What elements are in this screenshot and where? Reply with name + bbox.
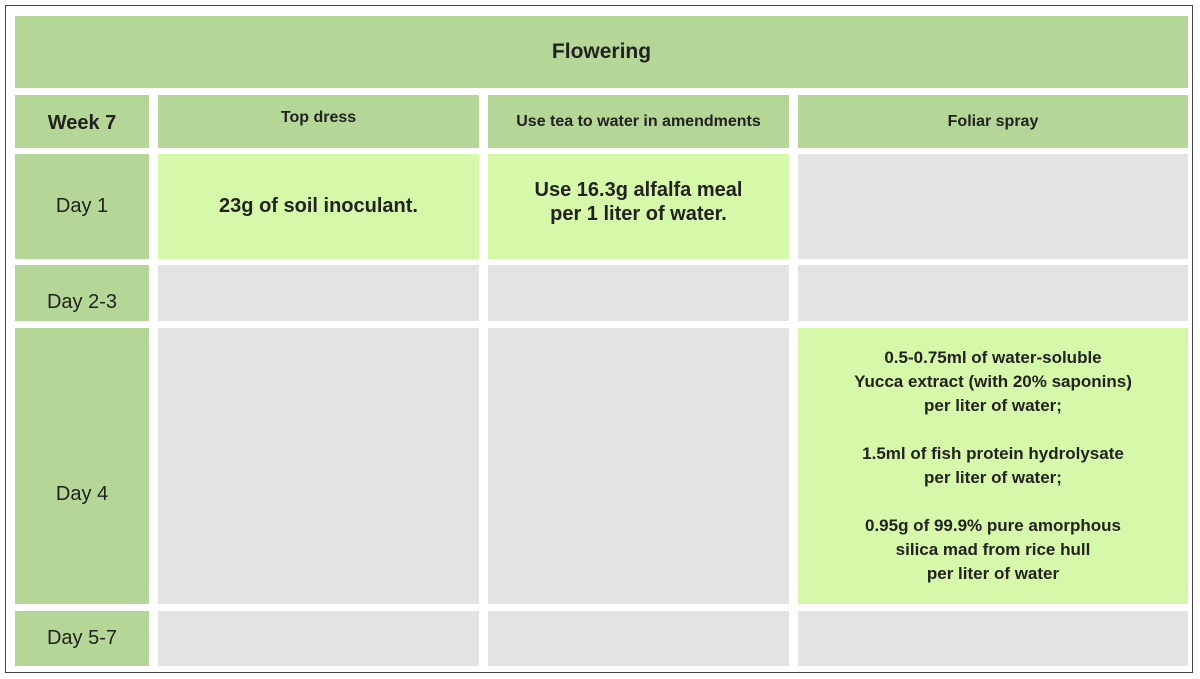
cell-day-4-foliar: 0.5-0.75ml of water-soluble Yucca extract (with 20% saponins) per liter of water; 1.5ml of fish protein hydrolysate per liter of water; 0.95g of 99.9% pure amorphous silica mad from rice hull per liter of water [798,328,1188,604]
cell-day-5-7-top-dress [158,611,479,666]
cell-day-4-top-dress [158,328,479,604]
cell-day-2-3-top-dress [158,265,479,321]
week-label: Week 7 [15,95,149,148]
cell-day-2-3-foliar [798,265,1188,321]
cell-day-4-tea [488,328,789,604]
table-title: Flowering [15,16,1188,88]
cell-day-2-3-tea [488,265,789,321]
cell-day-1-top-dress: 23g of soil inoculant. [158,154,479,259]
cell-day-5-7-foliar [798,611,1188,666]
cell-day-5-7-tea [488,611,789,666]
row-label-day-4: Day 4 [15,328,149,604]
row-label-day-5-7: Day 5-7 [15,611,149,666]
row-label-day-2-3: Day 2-3 [15,265,149,321]
column-header-tea: Use tea to water in amendments [488,95,789,148]
cell-day-1-tea: Use 16.3g alfalfa meal per 1 liter of water. [488,154,789,259]
column-header-top-dress: Top dress [158,95,479,148]
row-label-day-1: Day 1 [15,154,149,259]
cell-day-1-foliar [798,154,1188,259]
column-header-foliar-spray: Foliar spray [798,95,1188,148]
